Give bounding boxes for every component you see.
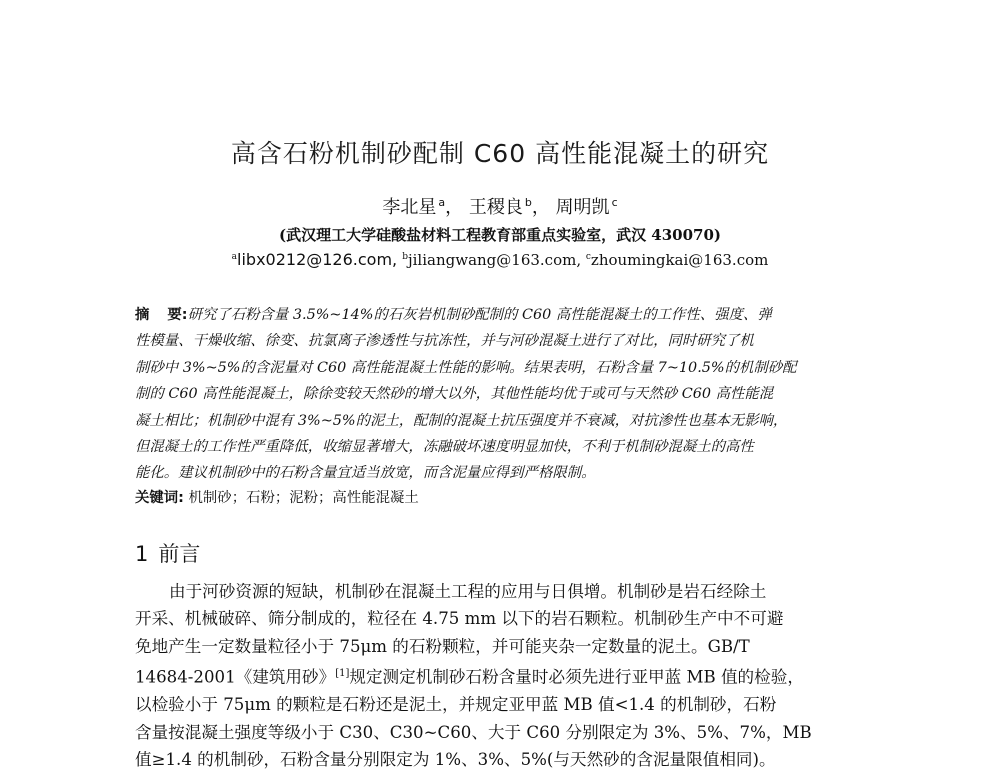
email-address: jiliangwang@163.com, — [407, 251, 586, 269]
email-address: zhoumingkai@163.com — [590, 251, 769, 269]
body-paragraph — [135, 578, 880, 773]
body-line: 以检验小于 75μm 的颗粒是石粉还是泥土，并规定亚甲蓝 MB 值<1.4 的机制砂，石粉 — [135, 695, 777, 715]
abstract-line: 能化。建议机制砂中的石粉含量宜适当放宽，而含泥量应得到严格限制。 — [135, 465, 596, 482]
abstract-line: 性模量、干燥收缩、徐变、抗氯离子渗透性与抗冻性，并与河砂混凝土进行了对比，同时研究了机 — [135, 333, 754, 350]
abstract-label — [135, 307, 188, 323]
author-separator: ， — [531, 197, 550, 218]
abstract-label-b: 要: — [167, 307, 188, 323]
abstract-label-a: 摘 — [135, 307, 150, 323]
abstract-text: 研究了石粉含量 3.5%~14%的石灰岩机制砂配制的 C60 高性能混凝土的工作性、强度、弹 — [187, 307, 772, 323]
abstract — [135, 302, 880, 487]
abstract-line — [135, 302, 880, 328]
email-mark: c — [585, 252, 591, 262]
email-address: libx0212@126.com, — [237, 250, 403, 269]
section-heading — [135, 538, 200, 568]
body-text: 规定测定机制砂石粉含量时必须先进行亚甲蓝 MB 值的检验， — [349, 667, 804, 687]
section-title: 前言 — [158, 542, 201, 566]
body-line — [135, 660, 880, 691]
email-list — [0, 250, 1000, 269]
author-affil-mark: b — [524, 196, 532, 209]
affiliation: (武汉理工大学硅酸盐材料工程教育部重点实验室，武汉 430070) — [278, 226, 722, 244]
citation-text: 14684-2001《建筑用砂》 — [135, 667, 336, 687]
body-line: 由于河砂资源的短缺，机制砂在混凝土工程的应用与日俱增。机制砂是岩石经除土 — [169, 582, 767, 601]
author-name: 王稷良 — [468, 197, 523, 218]
citation-ref: [1] — [335, 668, 350, 680]
abstract-line: 制的 C60 高性能混凝土，除徐变较天然砂的增大以外，其他性能均优于或可与天然砂 C60 高性能混 — [135, 386, 774, 403]
email-mark: b — [402, 252, 408, 262]
abstract-line: 制砂中 3%~5%的含泥量对 C60 高性能混凝土性能的影响。结果表明，石粉含量 7~10.5%的机制砂配 — [135, 359, 797, 376]
section-number: 1 — [135, 542, 149, 566]
author-affil-mark: a — [438, 196, 446, 209]
author-separator: ， — [445, 197, 464, 218]
keywords-label: 关键词: — [135, 490, 184, 506]
keywords — [135, 486, 419, 507]
body-line: 免地产生一定数量粒径小于 75μm 的石粉颗粒，并可能夹杂一定数量的泥土。GB/T — [135, 636, 750, 656]
author-list — [0, 193, 1000, 219]
author-name: 周明凯 — [555, 197, 610, 218]
keywords-text: 机制砂；石粉；泥粉；高性能混凝土 — [188, 490, 419, 506]
body-line: 开采、机械破碎、筛分制成的，粒径在 4.75 mm 以下的岩石颗粒。机制砂生产中不可避 — [135, 609, 784, 629]
author-affil-mark: c — [611, 196, 618, 209]
body-line: 值≥1.4 的机制砂，石粉含量分别限定为 1%、3%、5%(与天然砂的含泥量限值相同)。 — [135, 749, 776, 769]
paper-title: 高含石粉机制砂配制 C60 高性能混凝土的研究 — [230, 139, 770, 168]
email-mark: a — [231, 252, 238, 262]
body-line: 含量按混凝土强度等级小于 C30、C30~C60、大于 C60 分别限定为 3%、5%、7%，MB — [135, 722, 812, 742]
abstract-line: 凝土相比；机制砂中混有 3%~5%的泥土，配制的混凝土抗压强度并不衰减，对抗渗性也基本无影响， — [135, 412, 788, 429]
abstract-line: 但混凝土的工作性严重降低，收缩显著增大，冻融破坏速度明显加快，不利于机制砂混凝土的高性 — [135, 439, 754, 456]
author-name: 李北星 — [382, 197, 437, 218]
